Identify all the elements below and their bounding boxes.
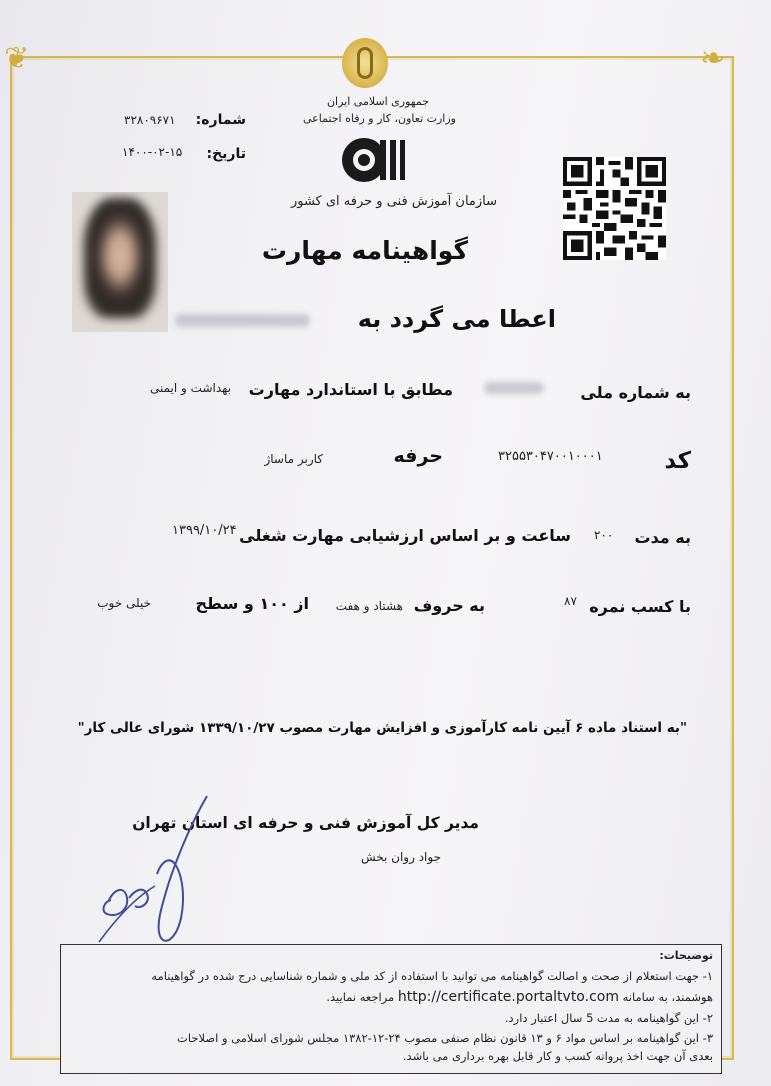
code-label: کد [664,448,691,474]
corner-ornament-top-right: ❧ [700,41,726,76]
corner-ornament-top-left: ❦ [4,41,30,76]
code-value: ۳۲۵۵۳۰۴۷۰۰۱۰۰۰۱ [498,449,603,464]
duration-value: ۲۰۰ [594,528,614,542]
note-line-2-end: مراجعه نمایید. [326,990,395,1004]
signatory-title: مدیر کل آموزش فنی و حرفه ای استان تهران [132,814,479,832]
country-name: جمهوری اسلامی ایران [326,95,429,108]
profession-value: کاربر ماساژ [264,452,323,466]
words-label: به حروف [413,596,485,615]
org-name: سازمان آموزش فنی و حرفه ای کشور [290,194,497,209]
qr-code-icon [563,157,666,260]
score-value: ۸۷ [564,594,577,608]
note-line-1: ۱- جهت استعلام از صحت و اصالت گواهینامه می توانید با استفاده از کد ملی و شماره شناسایی درج شده در گواهینامه [151,969,713,983]
notes-heading: توضیحات: [659,949,713,962]
legal-basis-text: "به استناد ماده ۶ آیین نامه کارآموزی و افزایش مهارت مصوب ۱۳۳۹/۱۰/۲۷ شورای عالی کار" [77,720,687,736]
score-of-label: از ۱۰۰ و سطح [195,594,309,613]
verification-url-link[interactable]: http://certificate.portaltvto.com [397,989,619,1005]
duration-label: به مدت [634,528,691,547]
date-label: تاریخ: [206,146,246,162]
date-value: ۱۴۰۰-۰۲-۱۵ [122,145,183,159]
redacted-holder-name [175,314,310,327]
signature-image [95,790,225,950]
certificate-title: گواهینامه مهارت [261,236,468,265]
notes-box [60,944,722,1074]
ministry-name: وزارت تعاون، کار و رفاه اجتماعی [302,112,456,125]
signatory-name: جواد روان بخش [360,850,441,864]
national-id-label: به شماره ملی [580,383,691,402]
tvto-logo-icon [334,134,406,186]
redacted-national-id [484,382,544,394]
number-label: شماره: [195,112,246,128]
profession-label: حرفه [393,445,443,467]
note-line-2-start: هوشمند، به سامانه [622,990,713,1004]
assessment-date: ۱۳۹۹/۱۰/۲۴ [172,523,237,538]
level-value: خیلی خوب [97,596,151,610]
note-line-5: بعدی آن جهت اخذ پروانه کسب و کار قابل بهره برداری می باشد. [402,1049,713,1063]
score-label: با کسب نمره [589,597,691,616]
standard-value: بهداشت و ایمنی [150,381,231,395]
standard-label: مطابق با استاندارد مهارت [248,380,453,399]
holder-photo [72,192,168,332]
awarded-to-text: اعطا می گردد به [357,305,556,333]
note-line-2 [326,989,713,1005]
words-value: هشتاد و هفت [335,599,403,613]
assessment-label: ساعت و بر اساس ارزشیابی مهارت شغلی [239,526,571,545]
note-line-3: ۲- این گواهینامه به مدت 5 سال اعتبار دارد. [504,1011,713,1025]
iran-emblem-icon [342,38,388,88]
note-line-4: ۳- این گواهینامه بر اساس مواد ۶ و ۱۳ قانون نظام صنفی مصوب ۲۴-۱۲-۱۳۸۲ مجلس شورای اسلامی و اصلاحات [177,1031,713,1045]
number-value: ۳۲۸۰۹۶۷۱ [124,113,176,127]
